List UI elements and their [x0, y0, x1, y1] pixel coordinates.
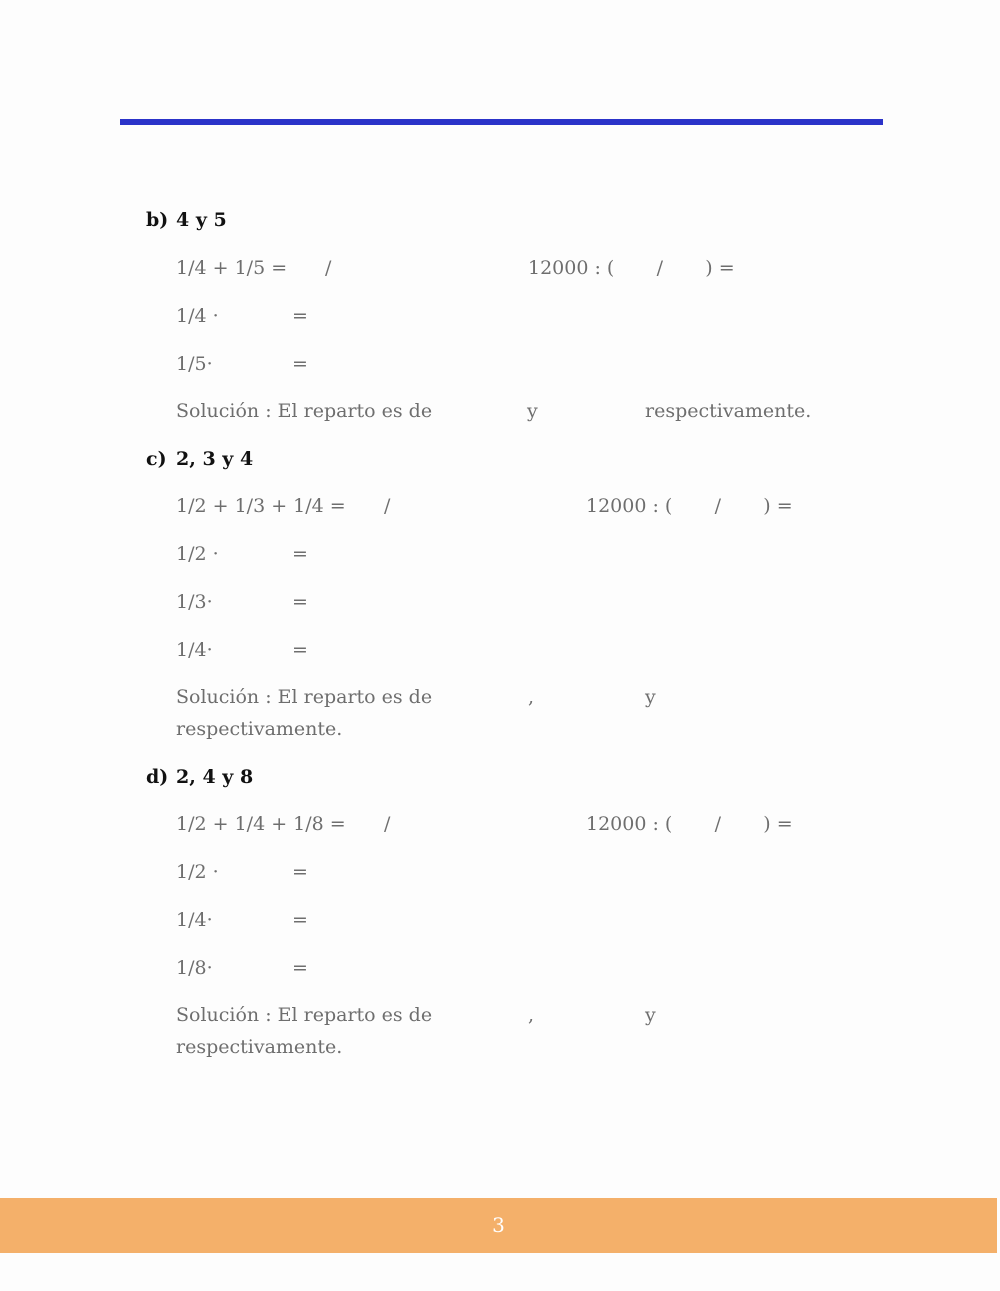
solution-tail: respectivamente.: [176, 1036, 343, 1058]
division-expression: 12000 : ( / ) =: [528, 257, 735, 279]
section-title: 2, 4 y 8: [176, 766, 254, 788]
fraction-slash: /: [384, 813, 391, 835]
section-title: 4 y 5: [176, 209, 227, 231]
solution-separator: y: [527, 400, 538, 422]
solution-lead: Solución : El reparto es de: [176, 400, 433, 422]
page-number: 3: [492, 1213, 505, 1237]
share-equals: =: [292, 639, 308, 661]
fraction-slash: /: [325, 257, 332, 279]
share-equals: =: [292, 909, 308, 931]
footer-bar: [0, 1198, 997, 1253]
share-fraction: 1/3·: [176, 591, 213, 613]
solution-tail: respectivamente.: [176, 718, 343, 740]
section-letter: c): [146, 448, 167, 470]
share-fraction: 1/5·: [176, 353, 213, 375]
header-rule: [120, 119, 883, 125]
share-equals: =: [292, 543, 308, 565]
fraction-sum: 1/2 + 1/4 + 1/8 =: [176, 813, 346, 835]
section-letter: b): [146, 209, 169, 231]
share-fraction: 1/2 ·: [176, 861, 219, 883]
fraction-slash: /: [384, 495, 391, 517]
share-fraction: 1/8·: [176, 957, 213, 979]
share-equals: =: [292, 591, 308, 613]
share-equals: =: [292, 353, 308, 375]
share-equals: =: [292, 957, 308, 979]
share-equals: =: [292, 861, 308, 883]
fraction-sum: 1/2 + 1/3 + 1/4 =: [176, 495, 346, 517]
solution-separator: y: [645, 686, 656, 708]
share-fraction: 1/2 ·: [176, 543, 219, 565]
solution-tail: respectivamente.: [645, 400, 812, 422]
solution-separator: ,: [528, 686, 535, 708]
solution-lead: Solución : El reparto es de: [176, 686, 433, 708]
section-letter: d): [146, 766, 169, 788]
solution-separator: ,: [528, 1004, 535, 1026]
share-equals: =: [292, 305, 308, 327]
solution-separator: y: [645, 1004, 656, 1026]
share-fraction: 1/4·: [176, 639, 213, 661]
share-fraction: 1/4·: [176, 909, 213, 931]
share-fraction: 1/4 ·: [176, 305, 219, 327]
division-expression: 12000 : ( / ) =: [586, 813, 793, 835]
section-title: 2, 3 y 4: [176, 448, 254, 470]
division-expression: 12000 : ( / ) =: [586, 495, 793, 517]
solution-lead: Solución : El reparto es de: [176, 1004, 433, 1026]
fraction-sum: 1/4 + 1/5 =: [176, 257, 288, 279]
